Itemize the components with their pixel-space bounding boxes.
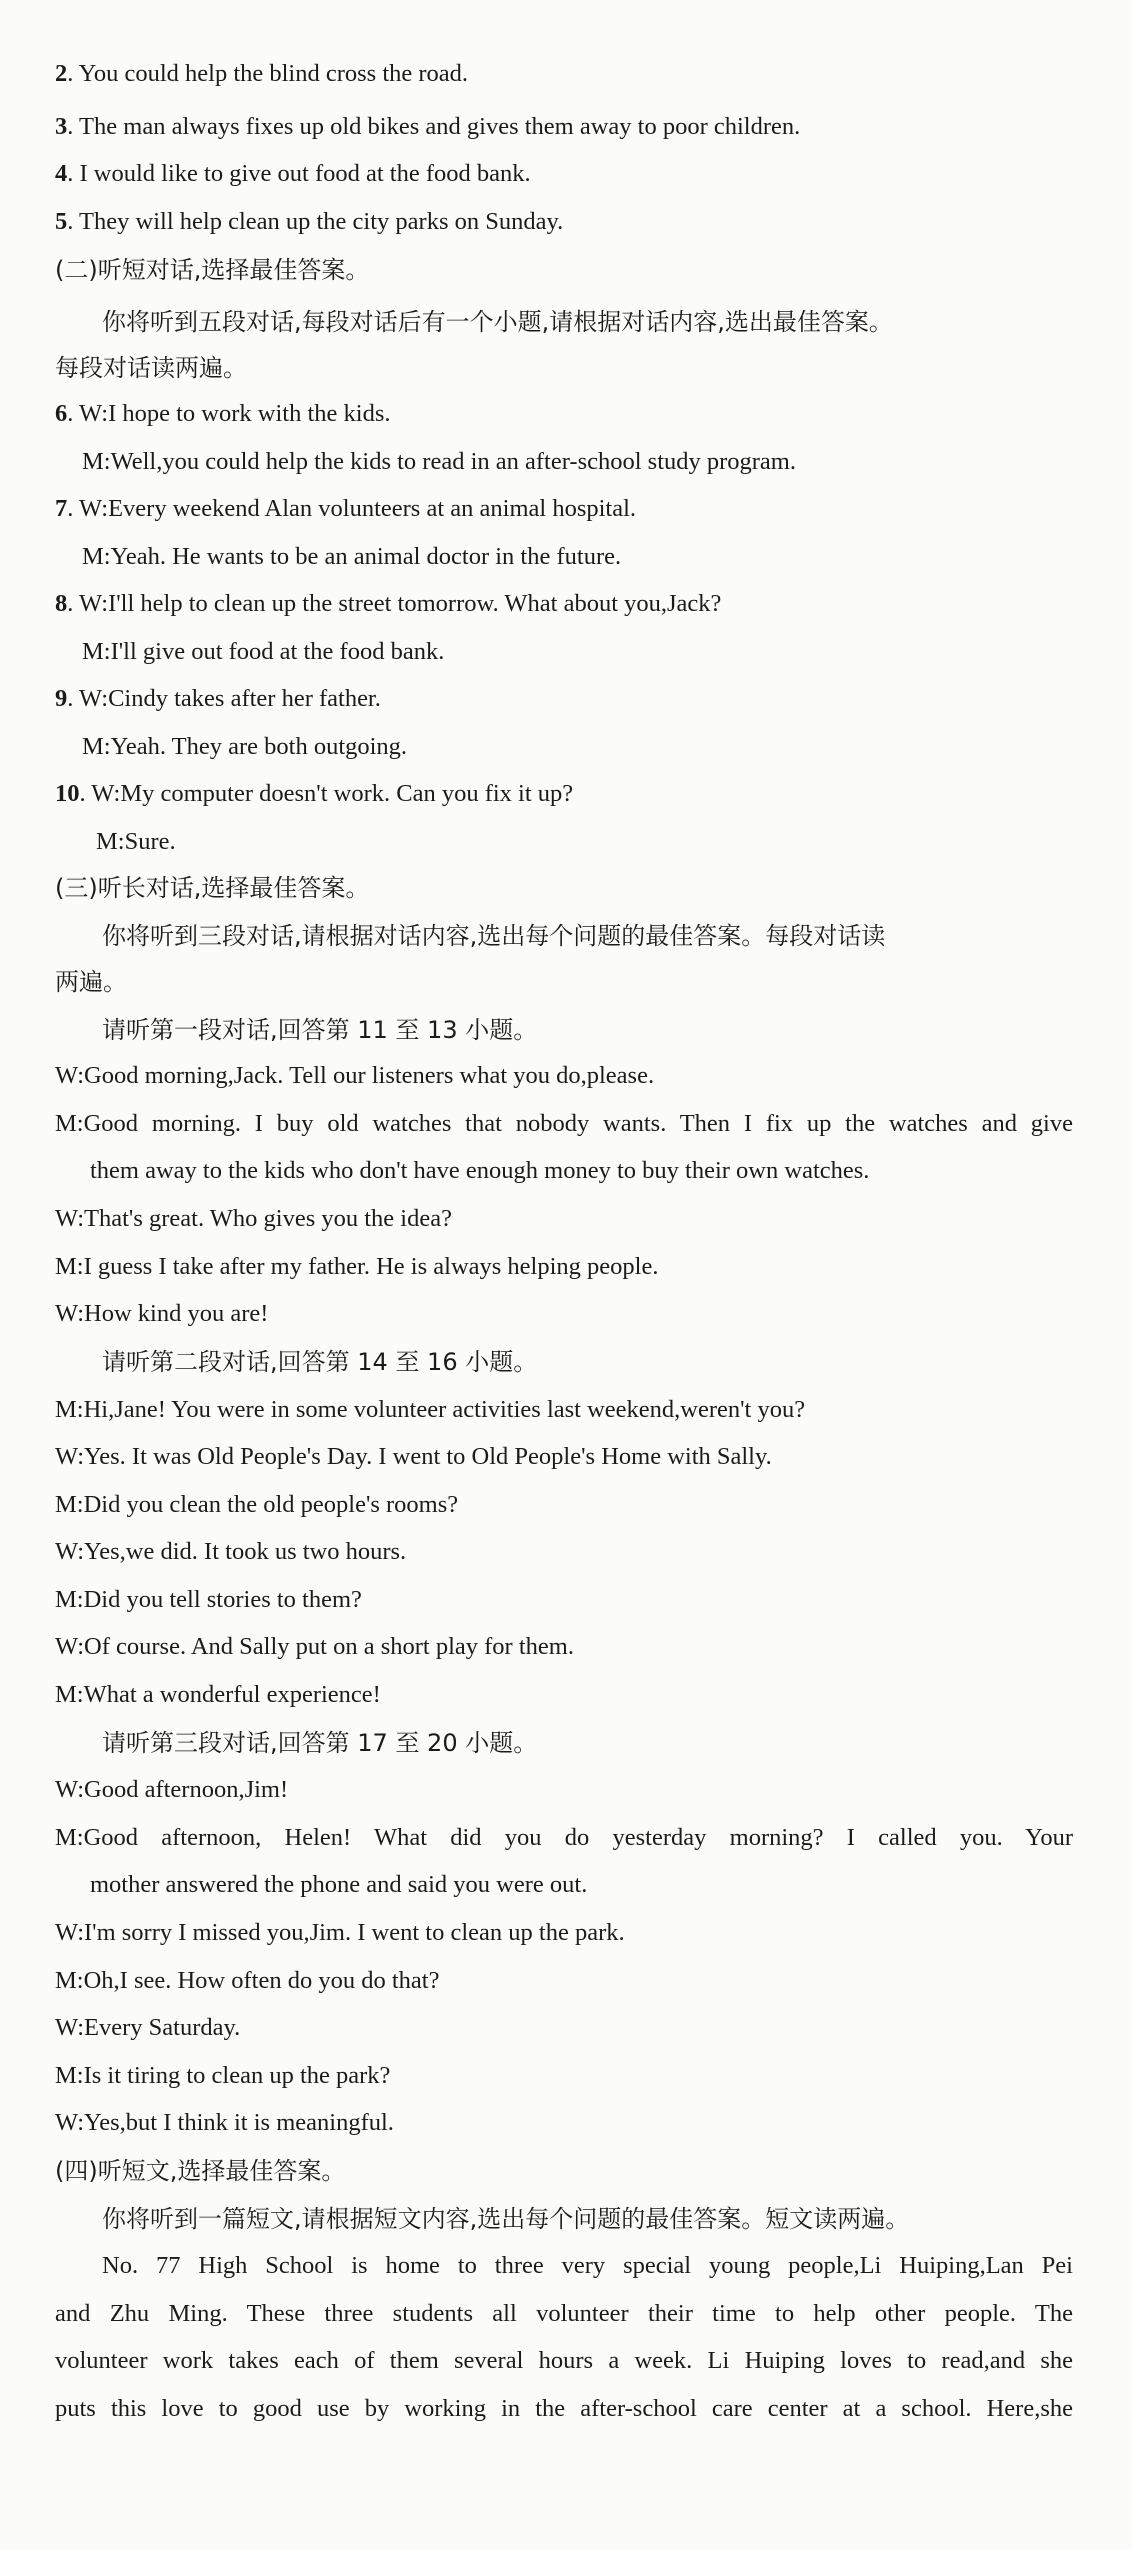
passage-line-1: No. 77 High School is home to three very special young people,Li Huiping,Lan Pei — [102, 2252, 1073, 2279]
listening-item-3: 3. The man always fixes up old bikes and gives them away to poor children. — [55, 113, 801, 140]
instructions-long-dialogues: 你将听到三段对话,请根据对话内容,选出每个问题的最佳答案。每段对话读 — [102, 922, 886, 950]
section-heading-passage: (四)听短文,选择最佳答案。 — [55, 2157, 346, 2185]
dialogue-2-line-5: M:Did you tell stories to them? — [55, 1586, 362, 1613]
section-heading-short-dialogues: (二)听短对话,选择最佳答案。 — [55, 256, 370, 284]
dialogue-1-prompt: 请听第一段对话,回答第 11 至 13 小题。 — [102, 1016, 538, 1044]
dialogue-1-line-1: W:Good morning,Jack. Tell our listeners what you do,please. — [55, 1062, 655, 1089]
dialogue-2-line-1: M:Hi,Jane! You were in some volunteer activities last weekend,weren't you? — [55, 1396, 806, 1423]
dialogue-9-w: 9. W:Cindy takes after her father. — [55, 685, 381, 712]
dialogue-1-line-4: M:I guess I take after my father. He is always helping people. — [55, 1253, 659, 1280]
dialogue-3-line-3: W:I'm sorry I missed you,Jim. I went to clean up the park. — [55, 1919, 625, 1946]
dialogue-1-line-2-cont: them away to the kids who don't have enough money to buy their own watches. — [90, 1157, 870, 1184]
passage-line-2: and Zhu Ming. These three students all volunteer their time to help other people. The — [55, 2300, 1073, 2327]
dialogue-3-prompt: 请听第三段对话,回答第 17 至 20 小题。 — [102, 1729, 538, 1757]
listening-item-5: 5. They will help clean up the city parks on Sunday. — [55, 208, 564, 235]
instructions-passage: 你将听到一篇短文,请根据短文内容,选出每个问题的最佳答案。短文读两遍。 — [102, 2205, 910, 2233]
passage-line-4: puts this love to good use by working in the after-school care center at a school. Here,she — [55, 2395, 1073, 2422]
dialogue-2-line-4: W:Yes,we did. It took us two hours. — [55, 1538, 407, 1565]
dialogue-3-line-2-cont: mother answered the phone and said you were out. — [90, 1871, 588, 1898]
dialogue-10-w: 10. W:My computer doesn't work. Can you fix it up? — [55, 780, 574, 807]
instructions-long-dialogues-cont: 两遍。 — [55, 968, 127, 996]
dialogue-8-w: 8. W:I'll help to clean up the street tomorrow. What about you,Jack? — [55, 590, 722, 617]
dialogue-3-line-7: W:Yes,but I think it is meaningful. — [55, 2109, 394, 2136]
listening-item-2: 2. You could help the blind cross the road. — [55, 60, 469, 87]
dialogue-3-line-4: M:Oh,I see. How often do you do that? — [55, 1967, 440, 1994]
dialogue-3-line-2: M:Good afternoon, Helen! What did you do yesterday morning? I called you. Your — [55, 1824, 1073, 1851]
section-heading-long-dialogues: (三)听长对话,选择最佳答案。 — [55, 874, 370, 902]
dialogue-7-m: M:Yeah. He wants to be an animal doctor in the future. — [82, 543, 622, 570]
dialogue-6-m: M:Well,you could help the kids to read in an after-school study program. — [82, 448, 796, 475]
instructions-short-dialogues: 你将听到五段对话,每段对话后有一个小题,请根据对话内容,选出最佳答案。 — [102, 308, 893, 336]
passage-line-3: volunteer work takes each of them several hours a week. Li Huiping loves to read,and she — [55, 2347, 1073, 2374]
dialogue-2-line-2: W:Yes. It was Old People's Day. I went to Old People's Home with Sally. — [55, 1443, 772, 1470]
dialogue-3-line-5: W:Every Saturday. — [55, 2014, 241, 2041]
dialogue-9-m: M:Yeah. They are both outgoing. — [82, 733, 408, 760]
listening-item-4: 4. I would like to give out food at the food bank. — [55, 160, 531, 187]
dialogue-2-line-6: W:Of course. And Sally put on a short play for them. — [55, 1633, 574, 1660]
dialogue-7-w: 7. W:Every weekend Alan volunteers at an animal hospital. — [55, 495, 637, 522]
dialogue-1-line-5: W:How kind you are! — [55, 1300, 269, 1327]
dialogue-3-line-1: W:Good afternoon,Jim! — [55, 1776, 289, 1803]
dialogue-1-line-2: M:Good morning. I buy old watches that nobody wants. Then I fix up the watches and give — [55, 1110, 1073, 1137]
dialogue-8-m: M:I'll give out food at the food bank. — [82, 638, 445, 665]
dialogue-6-w: 6. W:I hope to work with the kids. — [55, 400, 391, 427]
dialogue-2-line-3: M:Did you clean the old people's rooms? — [55, 1491, 459, 1518]
dialogue-3-line-6: M:Is it tiring to clean up the park? — [55, 2062, 391, 2089]
dialogue-2-prompt: 请听第二段对话,回答第 14 至 16 小题。 — [102, 1348, 538, 1376]
dialogue-2-line-7: M:What a wonderful experience! — [55, 1681, 381, 1708]
dialogue-1-line-3: W:That's great. Who gives you the idea? — [55, 1205, 452, 1232]
instructions-short-dialogues-cont: 每段对话读两遍。 — [55, 354, 247, 382]
dialogue-10-m: M:Sure. — [96, 828, 176, 855]
